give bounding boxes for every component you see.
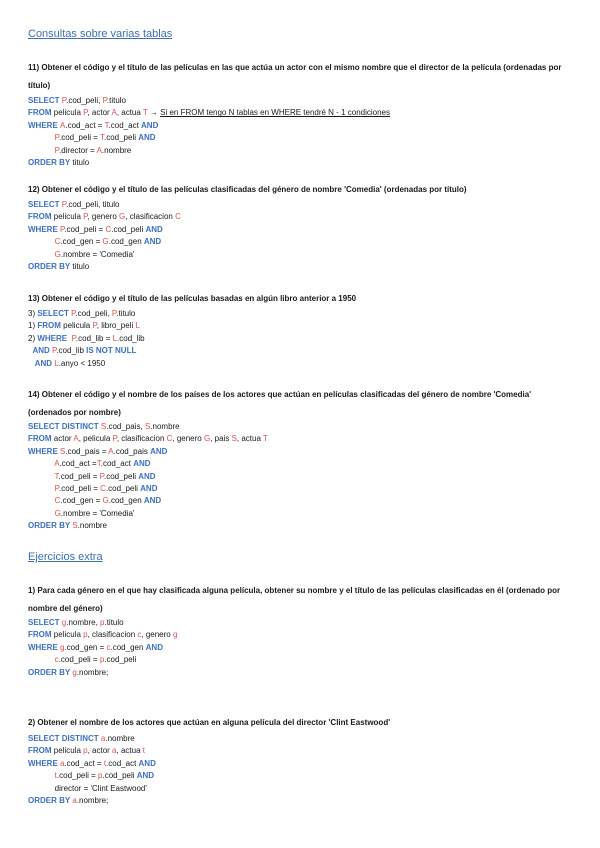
code-text: , libro_peli	[96, 321, 136, 331]
table-alias: p	[83, 746, 88, 756]
sql-keyword: SELECT	[37, 309, 72, 318]
question-11: 11) Obtener el código y el título de las películas en las que actúa un actor con el mismo nombre que el director de la película (ordenadas por título)	[28, 63, 562, 90]
code-text: , actua	[116, 108, 143, 118]
code-text: .cod_lib =	[75, 333, 113, 343]
table-alias: P	[71, 333, 76, 343]
code-text: , actor	[87, 108, 112, 118]
code-text: .cod_peli	[111, 224, 146, 234]
table-alias: C	[54, 496, 61, 506]
code-block-13	[28, 308, 145, 370]
code-text	[28, 771, 55, 780]
code-line	[28, 421, 268, 433]
table-alias: a	[72, 795, 77, 805]
code-text: titulo	[72, 157, 90, 167]
code-block-extra-2	[28, 733, 156, 807]
code-line	[28, 308, 145, 320]
table-alias: S	[100, 422, 107, 431]
code-line	[28, 333, 145, 345]
sql-keyword: ORDER BY	[28, 667, 73, 677]
sql-keyword: AND	[143, 496, 162, 506]
table-alias: c	[54, 655, 59, 665]
table-alias: g	[172, 630, 178, 640]
code-text: .cod_peli =	[64, 224, 106, 234]
code-text	[28, 655, 55, 664]
code-line	[28, 249, 181, 261]
code-text	[28, 133, 55, 142]
code-text: .cod_act	[100, 459, 134, 469]
table-alias: C	[100, 483, 106, 493]
code-text: .titulo	[106, 96, 126, 105]
table-alias: A	[73, 434, 79, 444]
code-line	[28, 520, 268, 532]
code-text: .cod_peli, titulo	[66, 200, 120, 209]
table-alias: g	[60, 642, 65, 652]
code-line	[28, 617, 177, 629]
code-text: pelicula	[53, 746, 84, 756]
code-line	[28, 446, 268, 458]
code-text: .nombre	[77, 521, 108, 531]
table-alias: P	[111, 309, 117, 318]
sql-keyword: AND	[145, 642, 163, 652]
table-alias: G	[102, 237, 109, 247]
table-alias: P	[61, 96, 67, 105]
table-alias: C	[54, 237, 61, 247]
code-line	[28, 95, 390, 107]
code-text: , pelicula	[78, 434, 113, 444]
code-line	[28, 120, 390, 132]
sql-keyword: FROM	[37, 321, 64, 331]
question-extra-1: 1) Para cada género en el que hay clasificada alguna película, obtener su nombre y el título de las películas clasificadas en él (ordenado por nombre del género)	[28, 586, 561, 613]
table-alias: P	[92, 321, 97, 331]
sql-keyword: FROM	[28, 746, 54, 756]
table-alias: p	[100, 618, 105, 627]
code-text	[28, 472, 55, 481]
sql-keyword: SELECT	[28, 96, 62, 105]
sql-keyword: IS NOT NULL	[86, 346, 137, 356]
code-text: pelicula	[53, 212, 84, 222]
sql-keyword: ORDER BY	[28, 795, 73, 805]
code-text: .cod_peli =	[56, 771, 99, 781]
sql-keyword: AND	[34, 358, 55, 368]
code-block-extra-1	[28, 617, 177, 679]
code-line	[28, 358, 145, 370]
sql-keyword: SELECT DISTINCT	[28, 734, 101, 743]
code-text: .nombre;	[76, 795, 109, 805]
code-line	[28, 236, 181, 248]
sql-keyword: SELECT DISTINCT	[28, 422, 101, 431]
code-text: .cod_gen	[110, 642, 146, 652]
code-text: .cod_gen =	[60, 237, 103, 247]
code-text: .cod_gen	[108, 496, 144, 506]
section-heading-extra[interactable]: Ejercicios extra	[28, 551, 103, 563]
code-text: .cod_peli	[105, 483, 141, 493]
code-text: .cod_peli =	[58, 471, 100, 481]
code-text	[28, 496, 55, 505]
code-line	[28, 654, 177, 666]
code-line	[28, 345, 145, 357]
code-text: , actor	[87, 746, 113, 756]
sql-keyword: FROM	[28, 630, 54, 640]
code-text: .nombre = 'Comedia'	[60, 249, 135, 259]
sql-keyword: AND	[138, 758, 156, 768]
code-text	[28, 146, 55, 155]
sql-keyword: FROM	[28, 212, 54, 222]
table-alias: S	[72, 521, 78, 531]
table-alias: L	[112, 333, 118, 343]
table-alias: T	[142, 108, 148, 118]
table-alias: C	[175, 212, 181, 222]
code-line	[28, 733, 156, 745]
question-13: 13) Obtener el código y el título de las películas basadas en algún libro anterior a 1950	[28, 294, 357, 303]
sql-keyword: WHERE	[28, 224, 60, 234]
code-text: .cod_act =	[64, 758, 104, 768]
code-block-14	[28, 421, 268, 533]
table-alias: G	[102, 496, 109, 506]
sql-keyword: AND	[145, 224, 163, 234]
code-line	[28, 770, 156, 782]
code-text: , genero	[172, 434, 204, 444]
code-text: 3)	[28, 309, 38, 318]
question-12: 12) Obtener el código y el título de las películas clasificadas del género de nombre 'Comedia' (ordenadas por título)	[28, 185, 467, 194]
table-alias: P	[71, 309, 76, 318]
sql-keyword: AND	[140, 483, 158, 493]
code-text: .titulo	[116, 309, 136, 318]
code-line	[28, 783, 156, 795]
table-alias: P	[52, 346, 57, 356]
code-text: pelicula	[53, 630, 84, 640]
code-text: .anyo < 1950	[58, 358, 106, 368]
table-alias: A	[111, 108, 117, 118]
sql-keyword: WHERE	[37, 333, 72, 343]
code-text: actor	[53, 434, 74, 444]
question-14: 14) Obtener el código y el nombre de los países de los actores que actúan en películas clasificadas del género de nombre 'Comedia' (ordenados por nombre)	[28, 390, 532, 417]
code-text: .cod_peli =	[58, 655, 100, 665]
table-alias: G	[54, 249, 61, 259]
table-alias: A	[96, 145, 102, 155]
table-alias: T	[99, 133, 104, 143]
code-line	[28, 132, 390, 144]
code-text: , clasificacion	[87, 630, 138, 640]
code-text: , clasificacion	[125, 212, 176, 222]
table-alias: t	[103, 758, 107, 768]
code-text: .cod_peli =	[58, 133, 100, 143]
table-alias: p	[98, 771, 103, 781]
code-text: .cod_lib	[56, 346, 87, 356]
code-text: 1)	[28, 321, 38, 331]
sql-keyword: AND	[143, 237, 162, 247]
code-text: , actua	[116, 746, 143, 756]
sql-keyword: AND	[136, 771, 155, 781]
table-alias: G	[119, 212, 126, 222]
sql-keyword: AND	[150, 446, 168, 456]
sql-keyword: AND	[138, 471, 156, 481]
code-line	[28, 211, 181, 223]
code-text: , genero	[141, 630, 173, 640]
table-alias: c	[106, 642, 111, 652]
code-text: .cod_peli,	[75, 309, 112, 318]
code-block-11	[28, 95, 390, 169]
table-alias: A	[60, 120, 66, 130]
code-text: .nombre	[105, 734, 135, 743]
sql-keyword: AND	[138, 133, 156, 143]
code-text: .cod_pais,	[106, 422, 145, 431]
code-line	[28, 320, 145, 332]
table-alias: g	[72, 667, 77, 677]
code-text: .cod_peli =	[58, 483, 101, 493]
sql-keyword: ORDER BY	[28, 261, 73, 271]
code-text: .cod_peli	[103, 133, 139, 143]
sql-keyword: ORDER BY	[28, 521, 73, 531]
code-text: .cod_act	[108, 120, 142, 130]
code-line	[28, 107, 390, 119]
sql-keyword: FROM	[28, 434, 54, 444]
table-alias: P	[102, 96, 107, 105]
sql-keyword: AND	[32, 346, 53, 356]
underlined-note: Si en FROM tengo N tablas en WHERE tendré N - 1 condiciones	[160, 108, 390, 118]
sql-keyword: WHERE	[28, 642, 60, 652]
code-line	[28, 495, 268, 507]
code-text: 2)	[28, 333, 38, 343]
table-alias: p	[99, 655, 105, 665]
table-alias: P	[54, 483, 59, 493]
code-text: .cod_peli,	[66, 96, 103, 105]
code-line	[28, 745, 156, 757]
code-text: .titulo	[104, 618, 124, 627]
table-alias: S	[144, 422, 151, 431]
table-alias: P	[61, 200, 67, 209]
code-text: , genero	[87, 212, 120, 222]
code-line	[28, 224, 181, 236]
code-text: , clasificacion	[116, 434, 167, 444]
code-line	[28, 199, 181, 211]
sql-keyword: WHERE	[28, 758, 60, 768]
code-text: titulo	[72, 261, 90, 271]
code-line	[28, 157, 390, 169]
code-line	[28, 642, 177, 654]
table-alias: C	[166, 434, 173, 444]
table-alias: P	[112, 434, 117, 444]
sql-keyword: SELECT	[28, 618, 62, 627]
sql-keyword: FROM	[28, 108, 54, 118]
code-text: pelicula	[63, 321, 93, 331]
code-text	[28, 484, 55, 493]
code-line	[28, 483, 268, 495]
table-alias: L	[135, 321, 140, 331]
code-text: .nombre	[101, 145, 132, 155]
sql-keyword: WHERE	[28, 446, 60, 456]
sql-keyword: SELECT	[28, 200, 62, 209]
table-alias: g	[61, 618, 67, 627]
code-text: .cod_act =	[59, 459, 97, 469]
code-line	[28, 758, 156, 770]
code-text: .cod_gen =	[60, 496, 103, 506]
table-alias: S	[60, 446, 66, 456]
code-line	[28, 471, 268, 483]
code-text: .cod_peli	[103, 471, 139, 481]
table-alias: t	[54, 771, 57, 781]
table-alias: T	[262, 434, 268, 444]
table-alias: C	[105, 224, 112, 234]
code-line	[28, 667, 177, 679]
table-alias: P	[83, 212, 88, 222]
sql-keyword: WHERE	[28, 120, 60, 130]
table-alias: P	[54, 133, 59, 143]
code-text: .nombre = 'Comedia'	[60, 508, 135, 518]
table-alias: A	[108, 446, 114, 456]
code-text: .nombre,	[66, 618, 101, 627]
code-line	[28, 145, 390, 157]
code-text: director = 'Clint Eastwood'	[28, 783, 147, 793]
code-text: .cod_gen =	[64, 642, 107, 652]
code-text: pelicula	[53, 108, 84, 118]
table-alias: c	[137, 630, 142, 640]
code-line	[28, 629, 177, 641]
table-alias: p	[83, 630, 88, 640]
code-text: .nombre;	[76, 667, 109, 677]
table-alias: P	[60, 224, 65, 234]
table-alias: G	[54, 508, 61, 518]
code-text	[28, 459, 54, 468]
code-text	[28, 509, 55, 518]
sql-keyword: AND	[133, 459, 151, 469]
sql-keyword: AND	[141, 120, 159, 130]
code-line	[28, 508, 268, 520]
table-alias: P	[99, 471, 104, 481]
code-text: .cod_pais =	[65, 446, 109, 456]
code-text: .cod_act	[106, 758, 139, 768]
question-extra-2: 2) Obtener el nombre de los actores que actúan en alguna película del director 'Clint Eastwood'	[28, 718, 391, 727]
code-text: →	[147, 108, 161, 118]
table-alias: T	[54, 471, 59, 481]
code-text: .cod_lib	[117, 333, 145, 343]
code-line	[28, 795, 156, 807]
table-alias: A	[54, 459, 60, 469]
code-text	[28, 237, 55, 246]
code-text: , pais	[210, 434, 232, 444]
code-text: .cod_gen	[108, 237, 144, 247]
code-line	[28, 261, 181, 273]
table-alias: L	[54, 358, 59, 368]
table-alias: G	[203, 434, 211, 444]
code-text: .cod_pais	[113, 446, 151, 456]
code-text	[28, 250, 55, 259]
code-text: , actua	[236, 434, 263, 444]
code-line	[28, 458, 268, 470]
table-alias: P	[54, 145, 59, 155]
table-alias: P	[83, 108, 88, 118]
section-heading-consultas[interactable]: Consultas sobre varias tablas	[28, 28, 173, 40]
table-alias: a	[112, 746, 117, 756]
code-text: .cod_peli	[104, 655, 137, 665]
table-alias: T	[104, 120, 109, 130]
code-text	[28, 359, 35, 368]
code-text: .nombre	[150, 422, 180, 431]
code-block-12	[28, 199, 181, 273]
table-alias: t	[142, 746, 145, 756]
table-alias: a	[100, 734, 106, 743]
code-text: .cod_act =	[65, 120, 105, 130]
code-line	[28, 433, 268, 445]
table-alias: a	[60, 758, 65, 768]
code-text: .director =	[58, 145, 97, 155]
sql-keyword: ORDER BY	[28, 157, 73, 167]
table-alias: T	[96, 459, 101, 469]
code-text: .cod_peli	[102, 771, 137, 781]
table-alias: S	[231, 434, 237, 444]
